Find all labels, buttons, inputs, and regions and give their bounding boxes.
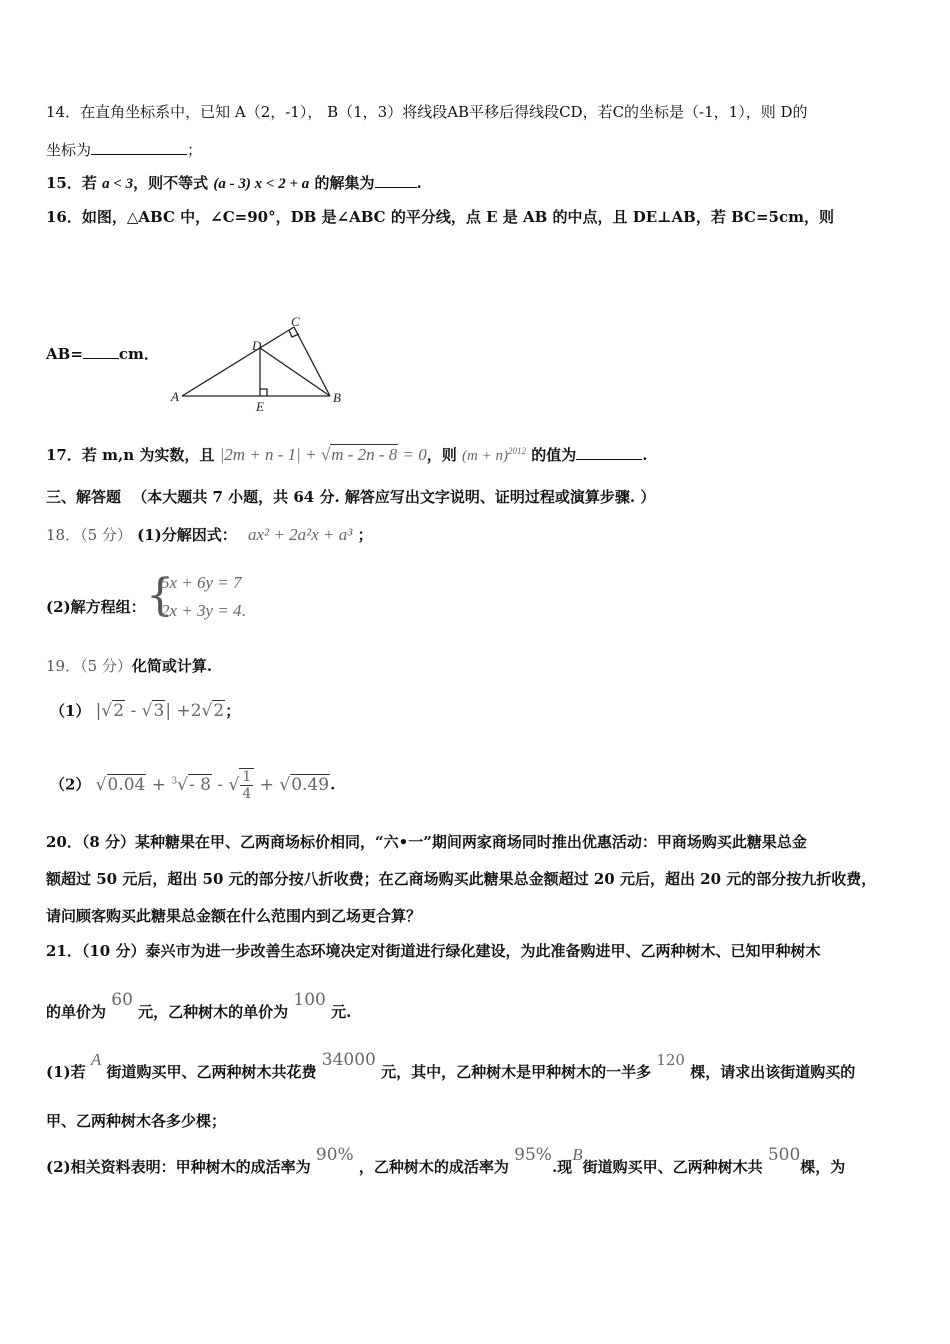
q21-l5-e: 棵，为	[800, 1158, 846, 1176]
q17-answer-blank[interactable]	[576, 445, 642, 460]
q14-line1: 14．在直角坐标系中，已知 A（2，-1）， B（1，3）将线段AB平移后得线段CD，若C的坐标是（-1，1），则 D的	[46, 103, 808, 121]
q17-end: .	[642, 446, 648, 464]
q19-p2-denominator: 4	[242, 786, 252, 802]
q18-semicolon: ；	[357, 526, 373, 544]
q19-p2-label: （2）	[50, 775, 91, 794]
q21-l5-c: .现	[551, 1158, 573, 1176]
q21-l5-d: 街道购买甲、乙两种树木共	[582, 1158, 763, 1176]
q20-line1: 20．（8 分）某种糖果在甲、乙两商场标价相同，“六•一”期间两家商场同时推出优惠活动：甲商场购买此糖果总金	[46, 833, 807, 851]
q15-inequality: (a - 3) x < 2 + a	[213, 176, 310, 192]
q18-dot: .	[241, 601, 246, 620]
q19-p1-expr: |√2 - √3| +2√2	[95, 701, 225, 721]
q16-answer-blank[interactable]	[83, 344, 119, 359]
q18-part1	[46, 524, 373, 546]
q21-survival-a: 90%	[315, 1145, 354, 1165]
label-a: A	[171, 389, 179, 404]
q15-mid: ，则不等式	[133, 174, 209, 192]
q17-equals: = 0	[402, 445, 427, 464]
q14-suffix: ；	[187, 141, 203, 159]
q21-total-cost: 34000	[321, 1050, 376, 1070]
q20-line3: 请问顾客购买此糖果总金额在什么范围内到乙场更合算？	[46, 907, 422, 925]
q19-part1	[50, 700, 240, 722]
q19-header	[46, 655, 212, 677]
q21-line4: 甲、乙两种树木各多少棵；	[46, 1112, 227, 1130]
q18-score: （5 分）	[80, 526, 132, 544]
section3-desc: （本大题共 7 小题，共 64 分. 解答应写出文字说明、证明过程或演算步骤. ）	[132, 488, 656, 506]
q21-l2-c: 元.	[331, 1003, 352, 1021]
q19-p2-end: .	[330, 775, 336, 794]
q21-price-b: 100	[293, 990, 326, 1010]
q21-total-trees: 500	[767, 1145, 801, 1165]
q19-p1-root2b: 2	[213, 701, 225, 721]
q19-p1-end: ；	[225, 702, 241, 720]
q16-answer	[46, 343, 159, 365]
section3-header	[46, 486, 655, 508]
q19-title: 化简或计算.	[131, 657, 213, 675]
q14-prefix: 坐标为	[46, 141, 92, 159]
q19-p2-plus2: +	[254, 774, 280, 795]
triangle-figure	[168, 316, 358, 416]
q18-part1-label: (1)分解因式：	[137, 526, 237, 544]
section3-title: 三、解答题	[46, 488, 122, 506]
q21-survival-b: 95%	[514, 1145, 552, 1165]
q19-p1-root2: 2	[113, 701, 125, 721]
q15-answer-blank[interactable]	[375, 173, 417, 188]
q19-p2-expr: √0.04 + $^3$√- 8 - √ $\frac{1}{4}$ + √0.49	[95, 769, 330, 802]
q19-p1-minus: -	[125, 701, 142, 721]
q19-p1-abs-right: |	[165, 701, 172, 721]
q19-number: 19．	[46, 657, 81, 675]
q14-answer-blank[interactable]	[91, 140, 187, 155]
q21-l2-a: 的单价为	[46, 1003, 107, 1021]
q21-extra-trees: 120	[656, 1051, 685, 1069]
q15-prefix: 15．若	[46, 174, 97, 192]
q15	[46, 172, 422, 195]
q15-end: .	[416, 174, 422, 192]
q18-eq1: 5x + 6y = 7	[161, 573, 242, 592]
right-angle-e	[260, 389, 267, 396]
segment-cb	[294, 327, 330, 396]
q18-eq2-text: 2x + 3y = 4	[161, 601, 242, 620]
q17	[46, 440, 647, 467]
q21-line2	[46, 990, 352, 1023]
q19-p1-root3: 3	[153, 701, 165, 721]
q19-p2-root-a: 0.04	[107, 774, 146, 795]
q17-exponent: 2012	[507, 446, 526, 456]
q17-base: (m + n)	[462, 448, 508, 464]
segment-ac	[182, 327, 294, 396]
q17-power	[462, 448, 526, 464]
q19-p1-plus: +2	[171, 701, 202, 721]
q17-sqrt-part: m - 2n - 8	[331, 445, 398, 464]
q21-l3-d: 棵，请求出该街道购买的	[690, 1063, 856, 1081]
q19-p2-cube-index: 3	[171, 775, 178, 786]
q15-post: 的解集为	[314, 174, 375, 192]
q14-line2	[46, 139, 202, 161]
q21-street-b: B	[572, 1145, 583, 1164]
q17-expression: |2m + n - 1| + √m - 2n - 8 = 0	[219, 445, 427, 464]
q18-part2-label: (2)解方程组：	[46, 598, 146, 616]
q18-expression: ax² + 2a²x + a³	[248, 525, 353, 544]
q18-number: 18．	[46, 526, 81, 544]
q16-ans-suffix: cm．	[118, 345, 159, 363]
q21-l2-b: 元，乙种树木的单价为	[138, 1003, 289, 1021]
q19-p2-numerator: 1	[242, 769, 252, 785]
q19-part2	[50, 768, 335, 802]
q21-line5	[46, 1145, 846, 1178]
q21-price-a: 60	[111, 990, 133, 1010]
q19-p2-root-b: - 8	[189, 774, 211, 795]
q17-abs-part: 2m + n - 1	[224, 445, 297, 464]
q19-p1-abs-left: |	[95, 701, 102, 721]
q21-l3-b: 街道购买甲、乙两种树木共花费	[106, 1063, 317, 1081]
q15-condition: a < 3	[102, 176, 134, 192]
label-d: D	[252, 338, 262, 353]
q17-plus: +	[305, 445, 317, 464]
q19-p2-plus1: +	[146, 774, 172, 795]
q16-ans-prefix: AB=	[46, 345, 83, 363]
q18-eq2	[161, 600, 246, 622]
q21-l3-a: (1)若	[46, 1063, 86, 1081]
q19-p1-label: （1）	[50, 702, 91, 720]
q21-l3-c: 元，其中，乙种树木是甲种树木的一半多	[381, 1063, 652, 1081]
q19-p2-minus: -	[211, 774, 229, 795]
q21-line1: 21．（10 分）泰兴市为进一步改善生态环境决定对街道进行绿化建设，为此准备购进甲、乙两种树木、已知甲种树木	[46, 942, 821, 960]
q19-p2-root-c: 0.49	[291, 774, 330, 795]
q21-l5-b: ，乙种树木的成活率为	[358, 1158, 509, 1176]
q16-line1: 16．如图，△ABC 中，∠C=90°，DB 是∠ABC 的平分线，点 E 是 AB 的中点，且 DE⊥AB，若 BC=5cm，则	[46, 208, 834, 226]
label-c: C	[291, 316, 300, 329]
q21-street-a: A	[90, 1050, 102, 1069]
q21-line3	[46, 1050, 856, 1083]
q19-p2-fraction	[239, 768, 254, 802]
label-b: B	[333, 390, 341, 405]
q17-post: 的值为	[531, 446, 577, 464]
q20-line2: 额超过 50 元后，超出 50 元的部分按八折收费；在乙商场购买此糖果总金额超过 20 元后，超出 20 元的部分按九折收费，	[46, 870, 877, 888]
q17-mid: ，则	[426, 446, 457, 464]
segment-db	[260, 348, 330, 396]
system-brace: {	[146, 570, 174, 621]
label-e: E	[256, 399, 264, 414]
q19-score: （5 分）	[80, 657, 132, 675]
q21-l5-a: (2)相关资料表明：甲种树木的成活率为	[46, 1158, 311, 1176]
q17-prefix: 17．若 m,n 为实数，且	[46, 446, 215, 464]
